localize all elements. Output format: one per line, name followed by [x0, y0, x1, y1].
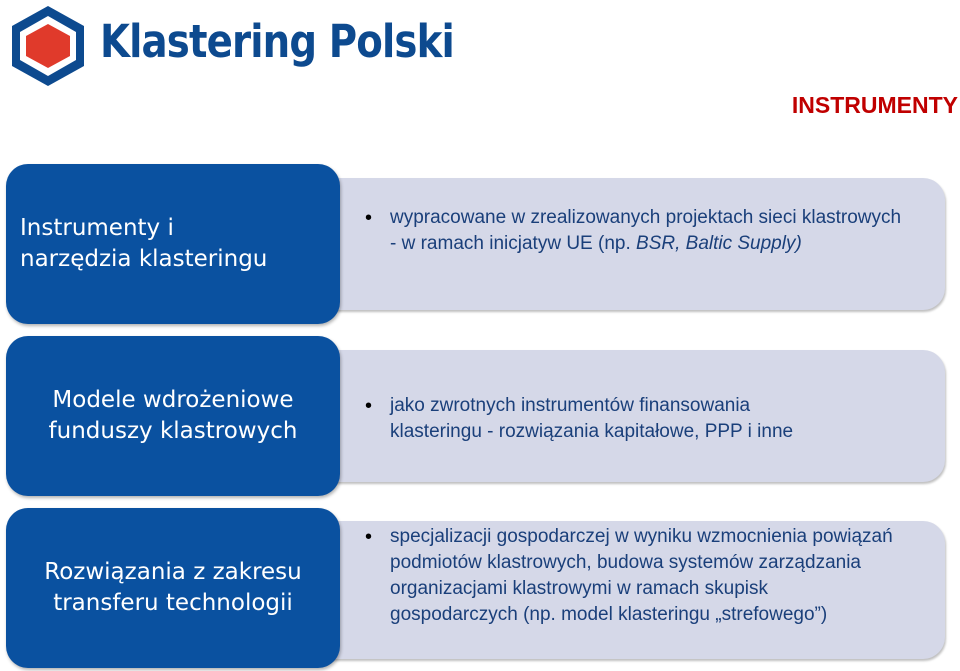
logo [8, 4, 454, 88]
row-1-bullet [365, 205, 905, 257]
row-1-detail-italic: BSR, Baltic Supply) [636, 233, 802, 254]
row-2-label [6, 336, 340, 496]
row-1-label-text: Instrumenty i narzędzia klasteringu [20, 215, 268, 272]
logo-text: Klastering Polski [100, 15, 454, 68]
row-1-label [6, 164, 340, 324]
bullet-icon: • [365, 395, 373, 417]
hexagon-logo-icon [8, 4, 88, 88]
bullet-icon: • [365, 526, 373, 548]
bullet-icon: • [365, 207, 373, 229]
row-2-bullet [365, 393, 825, 445]
row-2-label-text: Modele wdrożeniowe funduszy klastrowych [48, 387, 298, 444]
section-title: INSTRUMENTY [791, 92, 958, 118]
row-2-detail-text: jako zwrotnych instrumentów finansowania klasteringu - rozwiązania kapitałowe, PPP i inne [390, 395, 794, 442]
row-3-detail-text: specjalizacji gospodarczej w wyniku wzmocnienia powiązań podmiotów klastrowych, budowa systemów zarządzania organizacjami klastrowymi w ramach skupisk gospodarczych (np. model klasteringu „strefowego”) [390, 526, 893, 625]
row-1-detail-text: wypracowane w zrealizowanych projektach sieci klastrowych - w ramach inicjatyw UE (np. [390, 207, 902, 254]
row-3-label [6, 508, 340, 668]
row-3-label-text: Rozwiązania z zakresu transferu technologii [44, 559, 302, 616]
row-3-bullet [365, 524, 900, 628]
